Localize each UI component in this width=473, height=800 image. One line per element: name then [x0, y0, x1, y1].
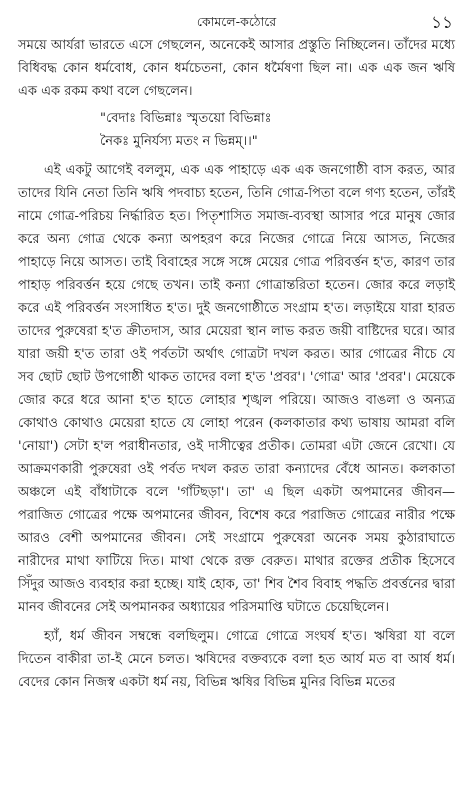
verse-line-2: নৈকঃ মুনির্যস্য মতং ন ভিন্নম্।।" [100, 134, 258, 149]
running-title: কোমলে-কঠোরে [196, 14, 277, 29]
sanskrit-verse [18, 107, 455, 153]
page-number: ১১ [430, 13, 453, 33]
paragraph-2: এই একটু আগেই বললুম, এক এক পাহাড়ে এক এক জনগোষ্ঠী বাস করত, আর তাদের যিনি নেতা তিনি ঋষি পদবাচ্য হতেন, তিনি গোত্র-পিতা বলে গণ্য হতেন, তাঁরই নামে গোত্র-পরিচয় নির্দ্ধারিত হত। পিতৃশাসিত সমাজ-ব্যবস্থা আসার পরে মানুষ জোর করে অন্য গোত্র থেকে কন্যা অপহরণ করে নিজের গোত্রে নিয়ে আসত, নিজের পাহাড়ে নিয়ে আসত। তাই বিবাহের সঙ্গে সঙ্গে মেয়ের গোত্র পরিবর্ত্তন হ'ত, কারণ তার পাহাড় পরিবর্ত্তন হয়ে গেছে তখন। তাই কন্যা গোত্রান্তরিতা হতেন। জোর করে লড়াই করে এই পরিবর্ত্তন সংসাধিত হ'ত। দুই জনগোষ্ঠীতে সংগ্রাম হ'ত। লড়াইয়ে যারা হারত তাদের পুরুষেরা হ'ত ক্রীতদাস, আর মেয়েরা স্থান লাভ করত জয়ী বাষ্টিদের ঘরে। আর যারা জয়ী হ'ত তারা ওই পর্বতটা অর্থাৎ গোত্রটা দখল করত। আর গোত্রের নীচে যে সব ছোট ছোট উপগোষ্ঠী থাকত তাদের বলা হ'ত 'প্রবর'। 'গোত্র' আর 'প্রবর'। মেয়েকে জোর করে ধরে আনা হ'ত হাতে লোহার শৃঙ্খল পরিয়ে। আজও বাঙলা ও অন্যত্র কোথাও কোথাও মেয়েরা হাতে যে লোহা পরেন (কলকাতার কথ্য ভাষায় আমরা বলি 'নোয়া') সেটা হ'ল পরাধীনতার, ওই দাসীত্বের প্রতীক। তোমরা এটা জেনে রেখো। যে আক্রমণকারী পুরুষেরা ওই পর্বত দখল করত তারা কন্যাদের বেঁধে আনত। কলকাতা অঞ্চলে এই বাঁধাটাকে বলে 'গাঁটছড়া'। তা' এ ছিল একটা অপমানের জীবন— পরাজিত গোত্রের পক্ষে অপমানের জীবন, বিশেষ করে পরাজিত গোত্রের নারীর পক্ষে আরও বেশী অপমানের জীবন। সেই সংগ্রামে পুরুষেরা অনেক সময় কুঠারাঘাতে নারীদের মাথা ফাটিয়ে দিত। মাথা থেকে রক্ত বেরুত। মাথার রক্তের প্রতীক হিসেবে সিঁদুর আজও ব্যবহার করা হচ্ছে। যাই হোক, তা' শিব শৈব বিবাহ পদ্ধতি প্রবর্ত্তনের দ্বারা মানব জীবনের সেই অপমানকর অধ্যায়ের পরিসমাপ্তি ঘটাতে চেয়েছিলেন। [18, 163, 455, 615]
page-body [18, 34, 455, 694]
paragraph-1: সময়ে আর্যরা ভারতে এসে গেছলেন, অনেকেই আসার প্রস্তুতি নিচ্ছিলেন। তাঁদের মধ্যে বিধিবদ্ধ কোন ধর্মবোধ, কোন ধর্মচেতনা, কোন ধর্মৈষণা ছিল না। এক এক জন ঋষি এক এক রকম কথা বলে গেছলেন। [18, 38, 455, 99]
verse-line-1: "বেদাঃ বিভিন্নাঃ স্মৃতয়ো বিভিন্নাঃ [100, 111, 272, 126]
paragraph-3: হ্যাঁ, ধর্ম জীবন সম্বন্ধে বলছিলুম। গোত্রে গোত্রে সংঘর্ষ হ'ত। ঋষিরা যা বলে দিতেন বাকীরা তা-ই মেনে চলত। ঋষিদের বক্তব্যকে বলা হত আর্য মত বা আর্ষ ধর্ম। বেদের কোন নিজস্ব একটা ধর্ম নয়, বিভিন্ন ঋষির বিভিন্ন মুনির বিভিন্ন মতের [18, 629, 455, 690]
page-header [18, 10, 455, 34]
